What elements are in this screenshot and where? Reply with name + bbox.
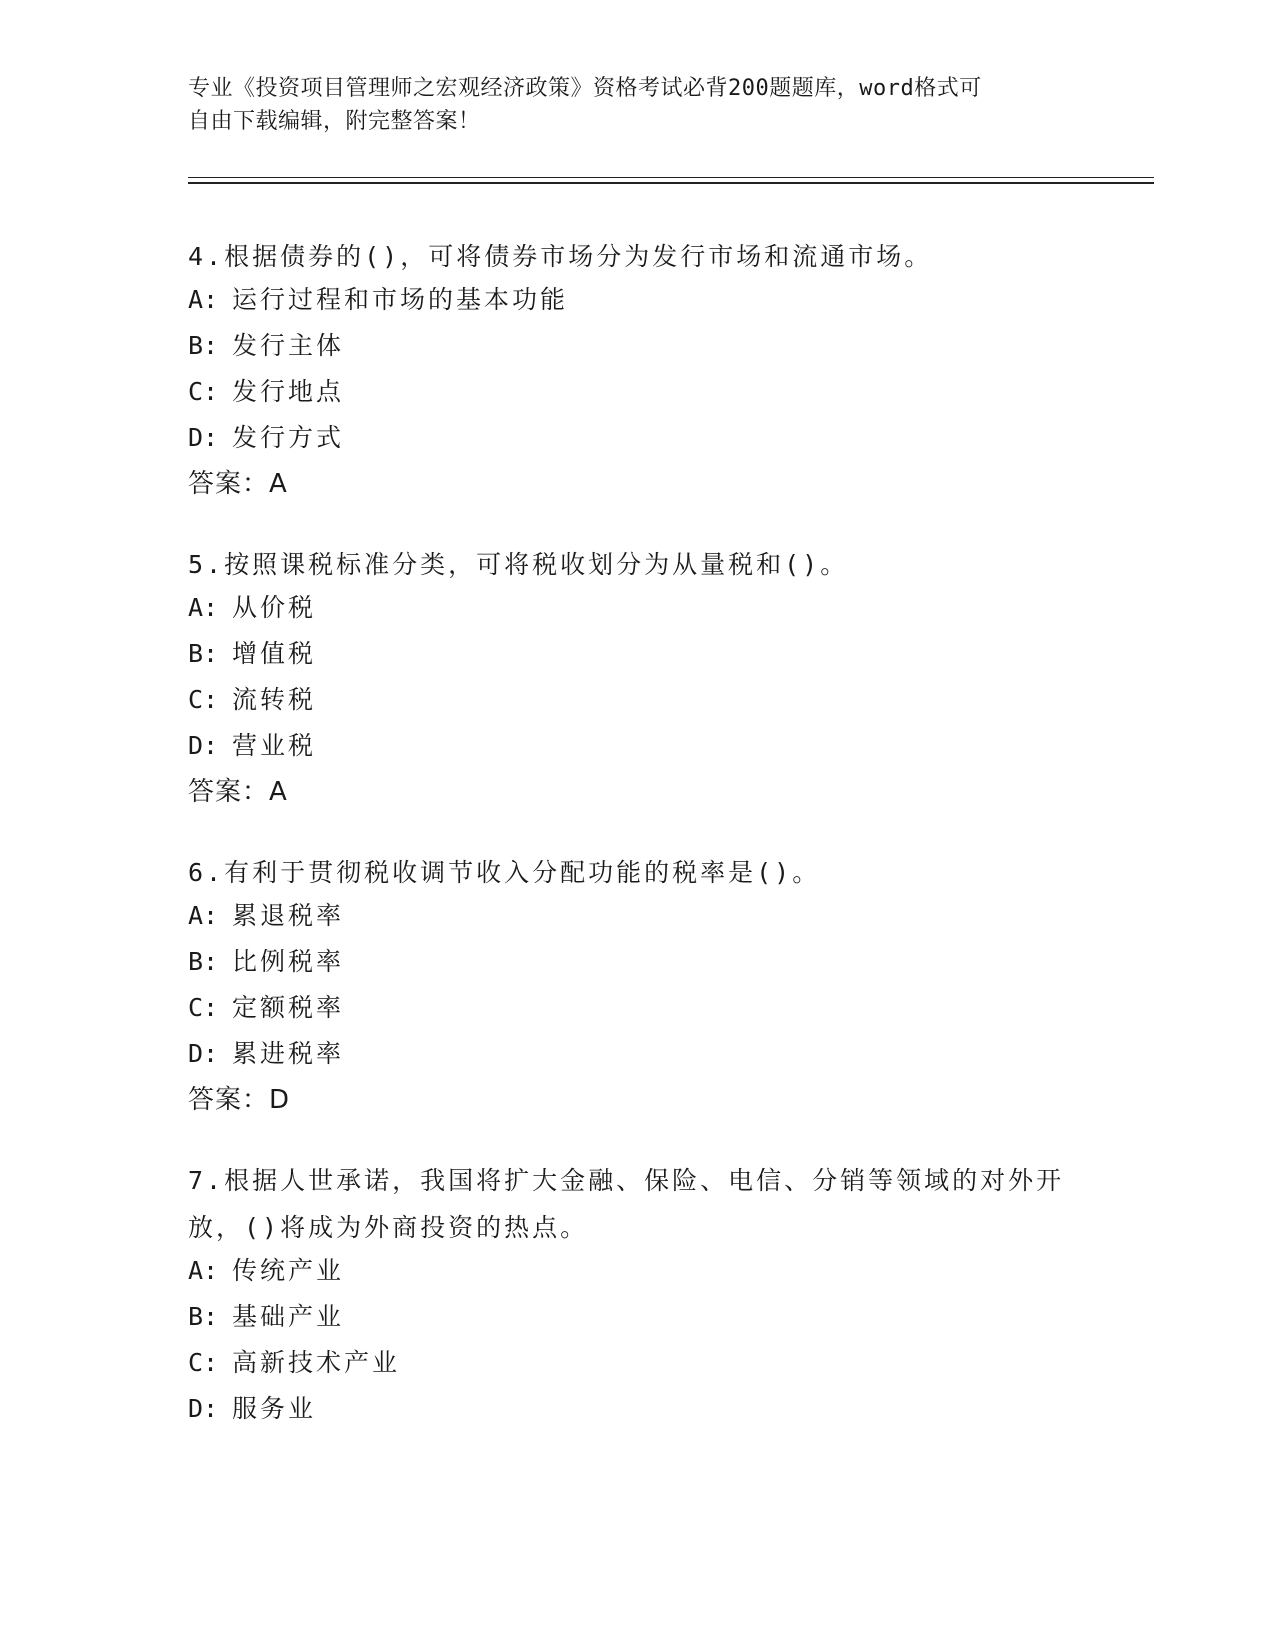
question-7 — [188, 1157, 1068, 1432]
answer-line: 答案：A — [188, 469, 288, 499]
option-b — [188, 1294, 1068, 1340]
option-text: 高新技术产业 — [232, 1348, 401, 1377]
option-key: D: — [188, 731, 219, 760]
option-text: 累退税率 — [232, 901, 345, 930]
header-rule-thin — [188, 177, 1154, 178]
option-key: B: — [188, 947, 219, 976]
option-b — [188, 631, 1068, 677]
option-key: C: — [188, 685, 219, 714]
option-key: C: — [188, 993, 219, 1022]
question-6 — [188, 849, 1068, 1123]
answer-line: 答案：A — [188, 777, 288, 807]
option-text: 流转税 — [232, 685, 317, 714]
option-text: 传统产业 — [232, 1256, 345, 1285]
option-text: 发行地点 — [232, 377, 345, 406]
option-text: 运行过程和市场的基本功能 — [232, 285, 569, 314]
option-key: B: — [188, 1302, 219, 1331]
option-key: C: — [188, 377, 219, 406]
option-d — [188, 723, 1068, 769]
option-text: 增值税 — [232, 639, 317, 668]
option-a — [188, 1248, 1068, 1294]
option-a — [188, 277, 1068, 323]
option-text: 定额税率 — [232, 993, 345, 1022]
option-a — [188, 585, 1068, 631]
option-d — [188, 1031, 1068, 1077]
option-text: 基础产业 — [232, 1302, 345, 1331]
question-4 — [188, 233, 1068, 507]
question-text: 6.有利于贯彻税收调节收入分配功能的税率是()。 — [188, 858, 821, 887]
option-key: D: — [188, 1039, 219, 1068]
option-b — [188, 323, 1068, 369]
option-key: A: — [188, 1256, 219, 1285]
question-text: 7.根据人世承诺，我国将扩大金融、保险、电信、分销等领域的对外开放，()将成为外商投资的热点。 — [188, 1166, 1065, 1242]
option-key: D: — [188, 423, 219, 452]
option-b — [188, 939, 1068, 985]
answer-line: 答案：D — [188, 1085, 291, 1115]
option-d — [188, 1386, 1068, 1432]
option-text: 比例税率 — [232, 947, 345, 976]
option-c — [188, 1340, 1068, 1386]
option-key: B: — [188, 639, 219, 668]
option-key: A: — [188, 285, 219, 314]
option-c — [188, 677, 1068, 723]
option-key: A: — [188, 901, 219, 930]
option-key: A: — [188, 593, 219, 622]
option-c — [188, 369, 1068, 415]
option-a — [188, 893, 1068, 939]
document-header — [188, 72, 1068, 138]
option-text: 从价税 — [232, 593, 317, 622]
question-text: 4.根据债券的()，可将债券市场分为发行市场和流通市场。 — [188, 242, 933, 271]
option-key: B: — [188, 331, 219, 360]
question-text: 5.按照课税标准分类，可将税收划分为从量税和()。 — [188, 550, 849, 579]
option-d — [188, 415, 1068, 461]
header-line-1: 专业《投资项目管理师之宏观经济政策》资格考试必背200题题库，word格式可 — [188, 76, 982, 101]
option-text: 服务业 — [232, 1394, 317, 1423]
question-list — [188, 233, 1068, 1466]
header-rule-thick — [188, 182, 1154, 184]
option-text: 营业税 — [232, 731, 317, 760]
question-5 — [188, 541, 1068, 815]
option-key: C: — [188, 1348, 219, 1377]
option-text: 发行方式 — [232, 423, 345, 452]
header-line-2: 自由下载编辑，附完整答案！ — [188, 109, 481, 134]
option-text: 累进税率 — [232, 1039, 345, 1068]
option-text: 发行主体 — [232, 331, 345, 360]
option-c — [188, 985, 1068, 1031]
option-key: D: — [188, 1394, 219, 1423]
